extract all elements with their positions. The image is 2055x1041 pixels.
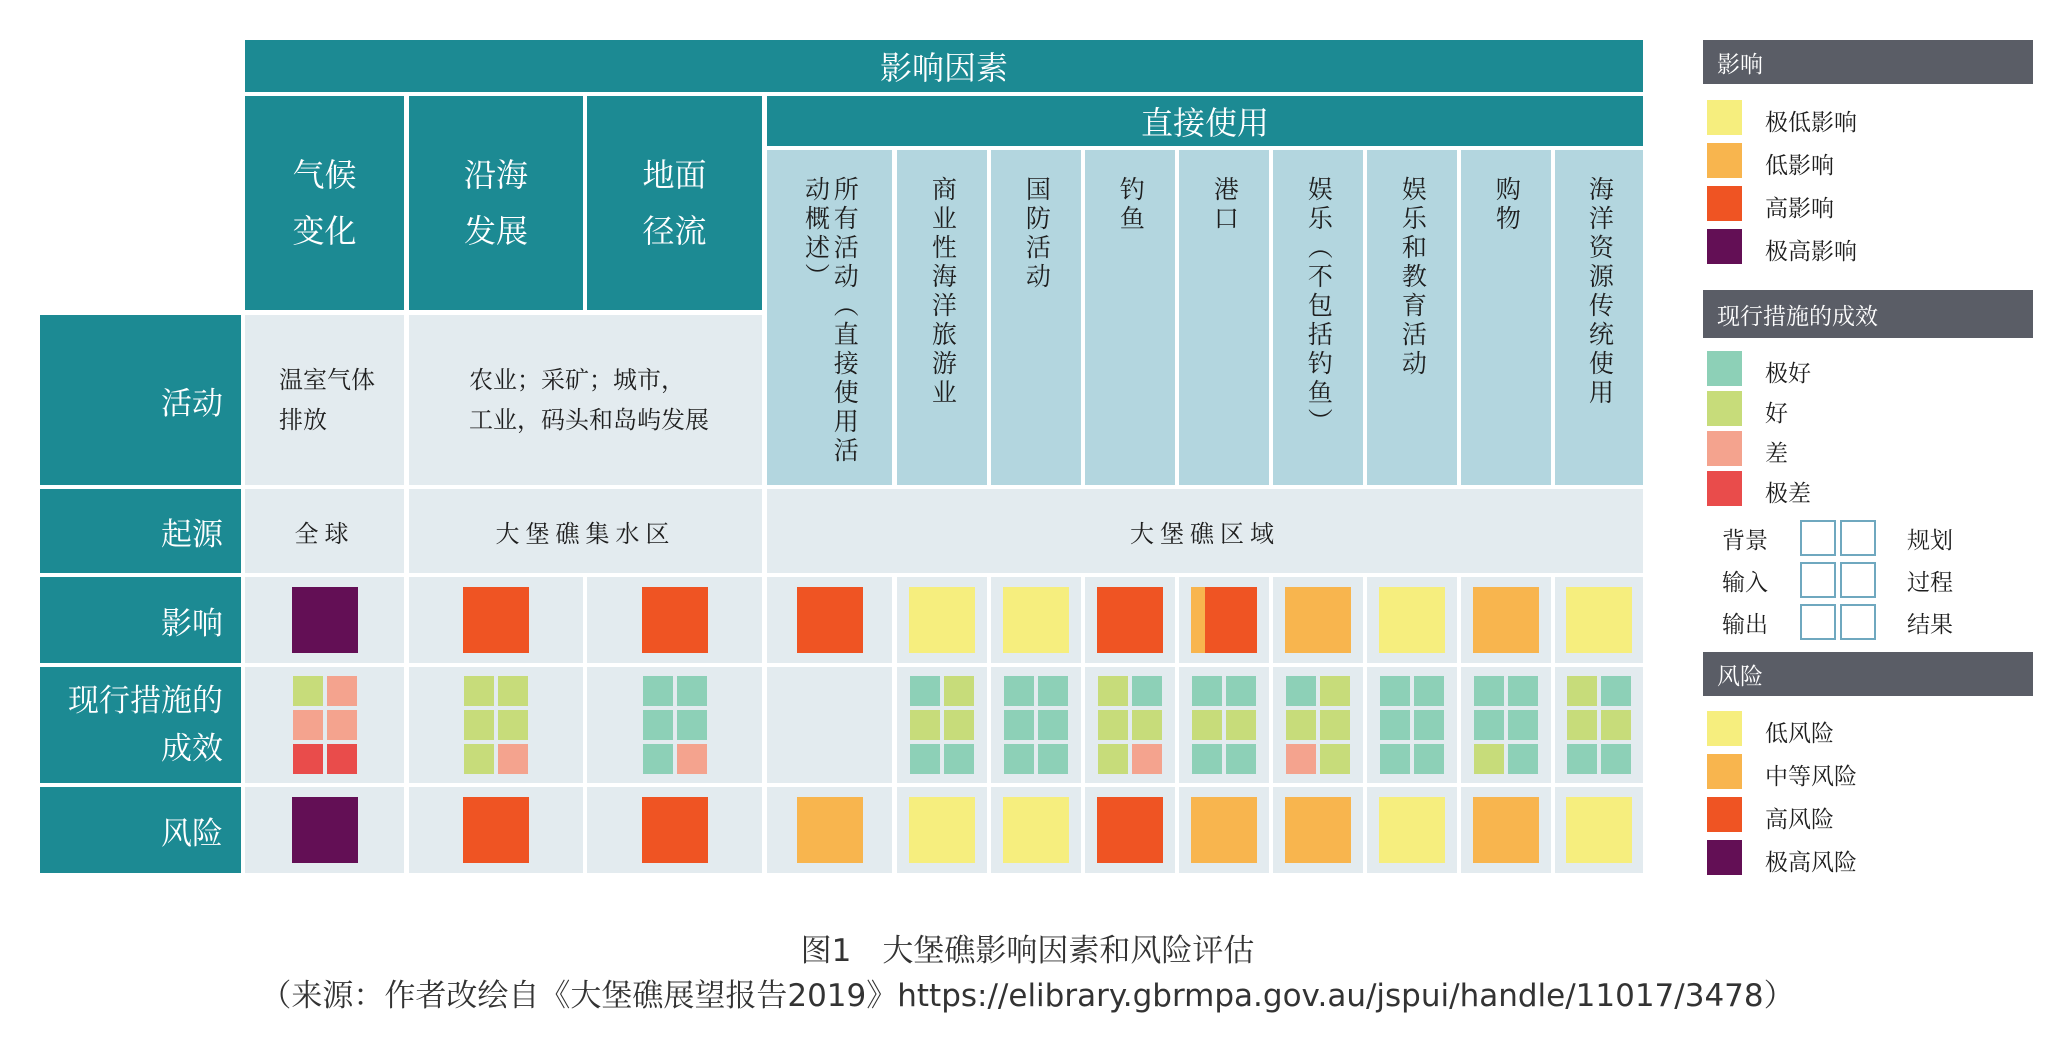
effectiveness-square — [1226, 744, 1256, 774]
figure-caption: 图1 大堡礁影响因素和风险评估 — [800, 933, 1255, 969]
impact-square — [1097, 587, 1163, 653]
legend-effectiveness-swatch — [1707, 391, 1742, 426]
effectiveness-square — [1414, 744, 1444, 774]
legend-effectiveness-label: 极好 — [1765, 361, 1811, 387]
effectiveness-square — [1286, 676, 1316, 706]
matrix-box — [1840, 520, 1876, 556]
matrix-label-planning: 规划 — [1907, 528, 1953, 554]
legend-impact-swatch — [1707, 100, 1742, 135]
category-label: 沿海 — [463, 156, 528, 194]
matrix-box — [1800, 562, 1836, 598]
legend-impact-swatch — [1707, 186, 1742, 221]
impact-square — [1566, 587, 1632, 653]
row-label-impact: 影响 — [40, 577, 241, 663]
effectiveness-square — [910, 710, 940, 740]
legend-impact-label: 极低影响 — [1765, 110, 1857, 136]
effectiveness-square — [1567, 676, 1597, 706]
legend-effectiveness-swatch — [1707, 351, 1742, 386]
category-label: 发展 — [463, 212, 528, 250]
effectiveness-square — [1474, 744, 1504, 774]
effectiveness-square — [464, 676, 494, 706]
category-coastal-development — [409, 96, 583, 310]
effectiveness-cell — [587, 667, 762, 783]
legend-impact-label: 低影响 — [1765, 153, 1834, 179]
effectiveness-square — [1414, 676, 1444, 706]
effectiveness-square — [1098, 744, 1128, 774]
matrix-box — [1800, 520, 1836, 556]
effectiveness-square — [327, 710, 357, 740]
direct-use-header-item: 港口 — [1179, 150, 1269, 485]
effectiveness-square — [1320, 744, 1350, 774]
activity-coastal-runoff — [409, 315, 762, 485]
effectiveness-square — [498, 676, 528, 706]
effectiveness-square — [498, 710, 528, 740]
matrix-label-outcomes: 结果 — [1907, 612, 1953, 638]
effectiveness-square — [498, 744, 528, 774]
impact-square — [1285, 587, 1351, 653]
legend-impact-title: 影响 — [1703, 40, 2033, 84]
matrix-box — [1800, 604, 1836, 640]
effectiveness-square — [1601, 744, 1631, 774]
risk-square — [909, 797, 975, 863]
risk-square — [292, 797, 358, 863]
effectiveness-square — [1192, 676, 1222, 706]
effectiveness-square — [1601, 710, 1631, 740]
effectiveness-square — [1567, 744, 1597, 774]
effectiveness-square — [1508, 710, 1538, 740]
effectiveness-cell — [409, 667, 583, 783]
row-label-effectiveness — [40, 667, 241, 783]
effectiveness-square — [1508, 744, 1538, 774]
legend-risk-swatch — [1707, 797, 1742, 832]
effectiveness-square — [1226, 676, 1256, 706]
risk-square — [797, 797, 863, 863]
impact-square — [642, 587, 708, 653]
impact-square — [463, 587, 529, 653]
effectiveness-square — [1320, 676, 1350, 706]
direct-use-header-item: 海洋资源传统使用 — [1555, 150, 1643, 485]
impact-square — [909, 587, 975, 653]
activity-text: 排放 — [279, 406, 327, 434]
row-label-origin: 起源 — [40, 489, 241, 573]
effectiveness-square — [327, 676, 357, 706]
origin-global: 全球 — [245, 489, 404, 573]
category-label: 气候 — [292, 156, 357, 194]
effectiveness-square — [1508, 676, 1538, 706]
row-label-risk: 风险 — [40, 787, 241, 873]
risk-square — [1285, 797, 1351, 863]
legend-risk-swatch — [1707, 711, 1742, 746]
effectiveness-square — [643, 710, 673, 740]
legend-impact-label: 极高影响 — [1765, 239, 1857, 265]
effectiveness-square — [910, 744, 940, 774]
impact-square — [1379, 587, 1445, 653]
effectiveness-square — [1380, 710, 1410, 740]
effectiveness-square — [1380, 676, 1410, 706]
row-label-line: 成效 — [161, 731, 223, 767]
effectiveness-square — [677, 676, 707, 706]
effectiveness-square — [1004, 744, 1034, 774]
effectiveness-square — [910, 676, 940, 706]
legend-risk-swatch — [1707, 840, 1742, 875]
matrix-label-outputs: 输出 — [1722, 612, 1768, 638]
direct-use-header-item: 娱乐（不包括钓鱼） — [1273, 150, 1363, 485]
effectiveness-square — [944, 676, 974, 706]
matrix-label-process: 过程 — [1907, 570, 1953, 596]
risk-square — [1191, 797, 1257, 863]
legend-risk-label: 低风险 — [1765, 721, 1834, 747]
effectiveness-square — [1038, 676, 1068, 706]
effectiveness-cell — [767, 667, 892, 783]
direct-use-header-item: 购物 — [1461, 150, 1551, 485]
legend-impact-swatch — [1707, 143, 1742, 178]
legend-risk-label: 中等风险 — [1765, 764, 1857, 790]
effectiveness-square — [643, 676, 673, 706]
effectiveness-square — [464, 710, 494, 740]
impact-square — [1191, 587, 1205, 653]
impact-square — [1473, 587, 1539, 653]
impact-square — [797, 587, 863, 653]
effectiveness-square — [1132, 710, 1162, 740]
effectiveness-square — [1132, 676, 1162, 706]
direct-use-header: 直接使用 — [767, 96, 1643, 146]
effectiveness-cell — [245, 667, 404, 783]
legend-effectiveness-label: 好 — [1765, 401, 1788, 427]
risk-square — [1097, 797, 1163, 863]
effectiveness-square — [1474, 710, 1504, 740]
effectiveness-square — [1567, 710, 1597, 740]
legend-impact-label: 高影响 — [1765, 196, 1834, 222]
impact-square — [1205, 587, 1257, 653]
effectiveness-square — [327, 744, 357, 774]
legend-effectiveness-label: 差 — [1765, 441, 1788, 467]
effectiveness-square — [643, 744, 673, 774]
effectiveness-square — [1098, 676, 1128, 706]
risk-square — [1003, 797, 1069, 863]
category-label: 地面 — [642, 156, 707, 194]
risk-square — [1566, 797, 1632, 863]
direct-use-header-item: 钓鱼 — [1085, 150, 1175, 485]
activity-climate — [245, 315, 404, 485]
direct-use-header-item: 国防活动 — [991, 150, 1081, 485]
figure-source: （来源：作者改绘自《大堡礁展望报告2019》https://elibrary.gbrmpa.gov.au/jspui/handle/11017/3478） — [260, 978, 1795, 1014]
legend-risk-swatch — [1707, 754, 1742, 789]
effectiveness-square — [1098, 710, 1128, 740]
origin-catchment: 大堡礁集水区 — [409, 489, 762, 573]
effectiveness-square — [1038, 710, 1068, 740]
matrix-box — [1840, 604, 1876, 640]
effectiveness-square — [293, 744, 323, 774]
legend-impact-swatch — [1707, 229, 1742, 264]
risk-square — [1473, 797, 1539, 863]
row-label-activity: 活动 — [40, 315, 241, 485]
effectiveness-square — [464, 744, 494, 774]
activity-text: 工业，码头和岛屿发展 — [469, 406, 709, 434]
effectiveness-square — [944, 744, 974, 774]
effectiveness-square — [1038, 744, 1068, 774]
impact-square — [1003, 587, 1069, 653]
matrix-box — [1840, 562, 1876, 598]
effectiveness-square — [677, 744, 707, 774]
risk-square — [1379, 797, 1445, 863]
legend-risk-title: 风险 — [1703, 652, 2033, 696]
effectiveness-square — [1320, 710, 1350, 740]
effectiveness-square — [1380, 744, 1410, 774]
effectiveness-square — [1192, 744, 1222, 774]
impact-square — [292, 587, 358, 653]
risk-square — [463, 797, 529, 863]
effectiveness-square — [1132, 744, 1162, 774]
effectiveness-square — [1192, 710, 1222, 740]
effectiveness-square — [1286, 744, 1316, 774]
effectiveness-square — [293, 710, 323, 740]
effectiveness-square — [293, 676, 323, 706]
legend-risk-label: 极高风险 — [1765, 850, 1857, 876]
category-land-runoff — [587, 96, 762, 310]
direct-use-header-item: 商业性海洋旅游业 — [897, 150, 987, 485]
category-label: 变化 — [292, 212, 357, 250]
effectiveness-square — [1286, 710, 1316, 740]
matrix-label-context: 背景 — [1722, 528, 1768, 554]
row-label-line: 现行措施的 — [68, 683, 223, 719]
effectiveness-square — [944, 710, 974, 740]
effectiveness-square — [1601, 676, 1631, 706]
legend-effectiveness-label: 极差 — [1765, 481, 1811, 507]
legend-effectiveness-swatch — [1707, 471, 1742, 506]
category-label: 径流 — [642, 212, 707, 250]
direct-use-header-item: 所有活动（直接使用活动概述） — [767, 150, 892, 485]
origin-region: 大堡礁区域 — [767, 489, 1643, 573]
legend-risk-label: 高风险 — [1765, 807, 1834, 833]
activity-text: 农业；采矿；城市， — [469, 366, 685, 394]
direct-use-header-item: 娱乐和教育活动 — [1367, 150, 1457, 485]
matrix-label-inputs: 输入 — [1722, 570, 1768, 596]
effectiveness-square — [1226, 710, 1256, 740]
legend-effectiveness-swatch — [1707, 431, 1742, 466]
activity-text: 温室气体 — [279, 366, 375, 394]
category-climate-change — [245, 96, 404, 310]
effectiveness-square — [1004, 710, 1034, 740]
risk-square — [642, 797, 708, 863]
factors-header: 影响因素 — [245, 40, 1643, 92]
legend-effectiveness-title: 现行措施的成效 — [1703, 290, 2033, 338]
effectiveness-square — [1414, 710, 1444, 740]
effectiveness-square — [1474, 676, 1504, 706]
effectiveness-square — [1004, 676, 1034, 706]
effectiveness-square — [677, 710, 707, 740]
